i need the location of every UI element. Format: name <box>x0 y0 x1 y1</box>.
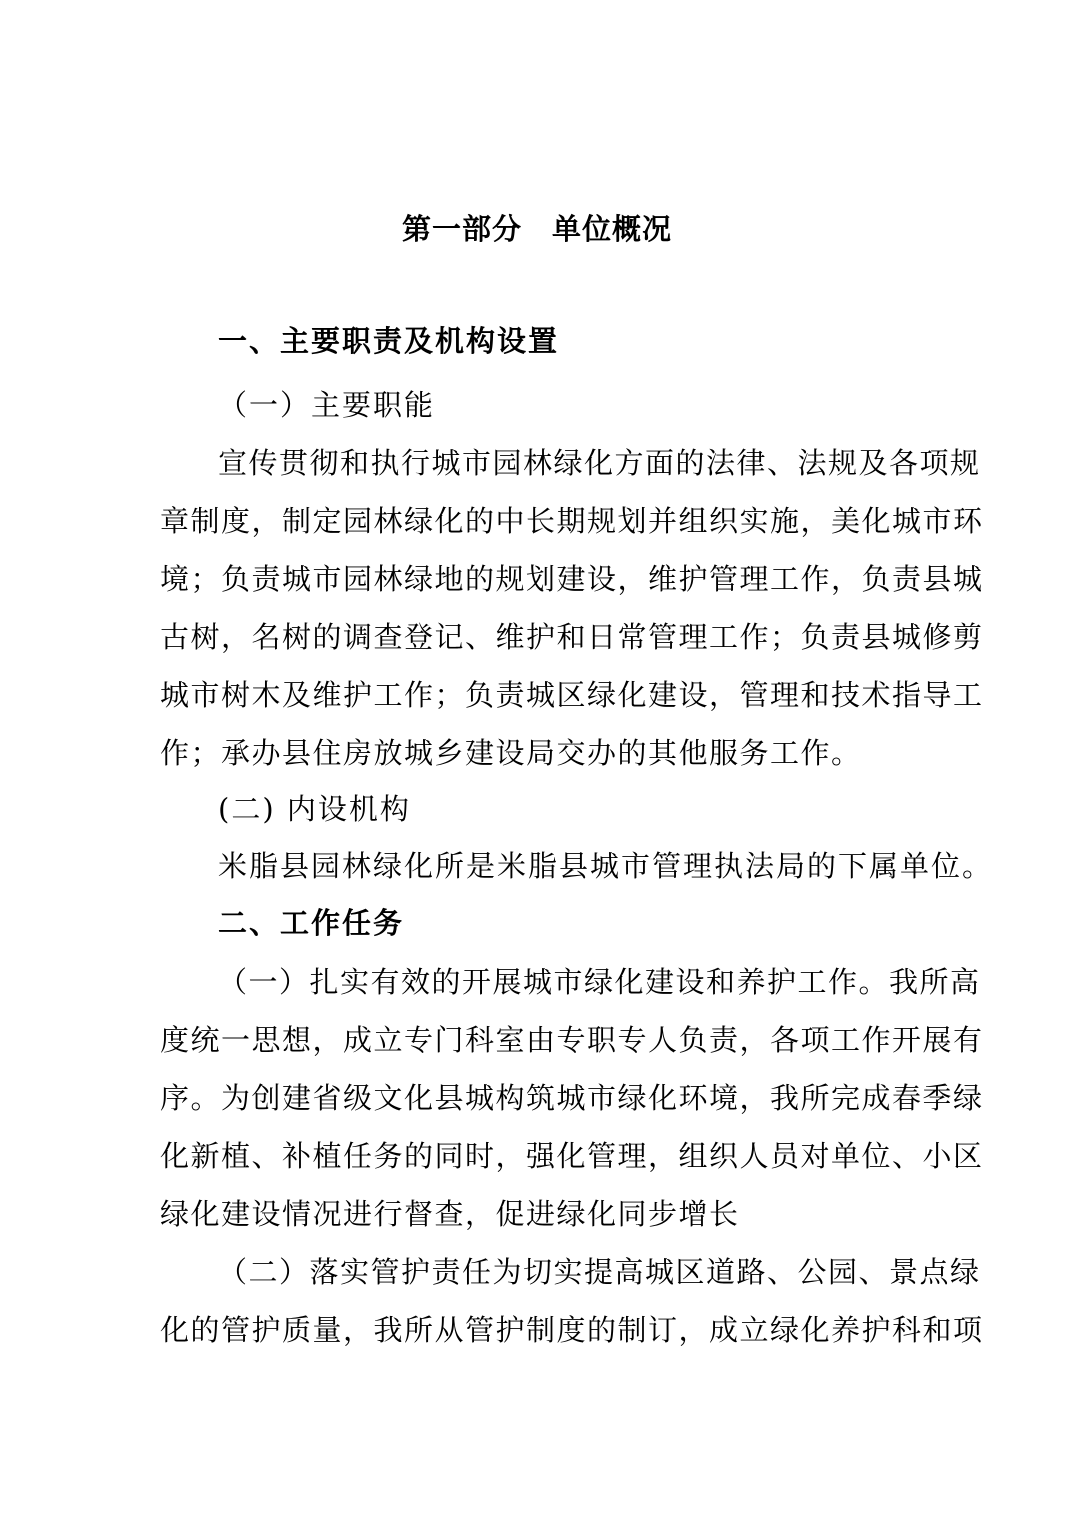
paragraph-internal-structure: 米脂县园林绿化所是米脂县城市管理执法局的下属单位。 <box>218 849 994 883</box>
text-line: 序。为创建省级文化县城构筑城市绿化环境，我所完成春季绿 <box>160 1081 984 1115</box>
text-line: 宣传贯彻和执行城市园林绿化方面的法律、法规及各项规 <box>218 446 981 480</box>
text-line: 化新植、补植任务的同时，强化管理，组织人员对单位、小区 <box>160 1139 984 1173</box>
text-line: 城市树木及维护工作；负责城区绿化建设，管理和技术指导工 <box>160 678 984 712</box>
section-heading-work-tasks: 二、工作任务 <box>218 906 405 940</box>
page-title: 第一部分 单位概况 <box>401 212 672 246</box>
paragraph-main-functions <box>160 434 984 782</box>
section-heading-responsibilities: 一、主要职责及机构设置 <box>218 324 560 358</box>
text-line: 度统一思想，成立专门科室由专职专人负责，各项工作开展有 <box>160 1023 984 1057</box>
text-line: 作；承办县住房放城乡建设局交办的其他服务工作。 <box>160 736 862 770</box>
subsection-label-internal-structure: (二) 内设机构 <box>218 792 411 826</box>
text-line: 化的管护质量，我所从管护制度的制订，成立绿化养护科和项 <box>160 1313 984 1347</box>
paragraph-work-task-1 <box>160 953 984 1243</box>
text-line: （一）扎实有效的开展城市绿化建设和养护工作。我所高 <box>218 965 981 999</box>
text-line: 章制度，制定园林绿化的中长期规划并组织实施，美化城市环 <box>160 504 984 538</box>
text-line: 古树，名树的调查登记、维护和日常管理工作；负责县城修剪 <box>160 620 984 654</box>
text-line: 境；负责城市园林绿地的规划建设，维护管理工作，负责县城 <box>160 562 984 596</box>
text-line: 绿化建设情况进行督查，促进绿化同步增长 <box>160 1197 740 1231</box>
paragraph-work-task-2 <box>160 1243 984 1359</box>
text-line: （二）落实管护责任为切实提高城区道路、公园、景点绿 <box>218 1255 981 1289</box>
subsection-label-main-functions: （一）主要职能 <box>218 388 436 422</box>
